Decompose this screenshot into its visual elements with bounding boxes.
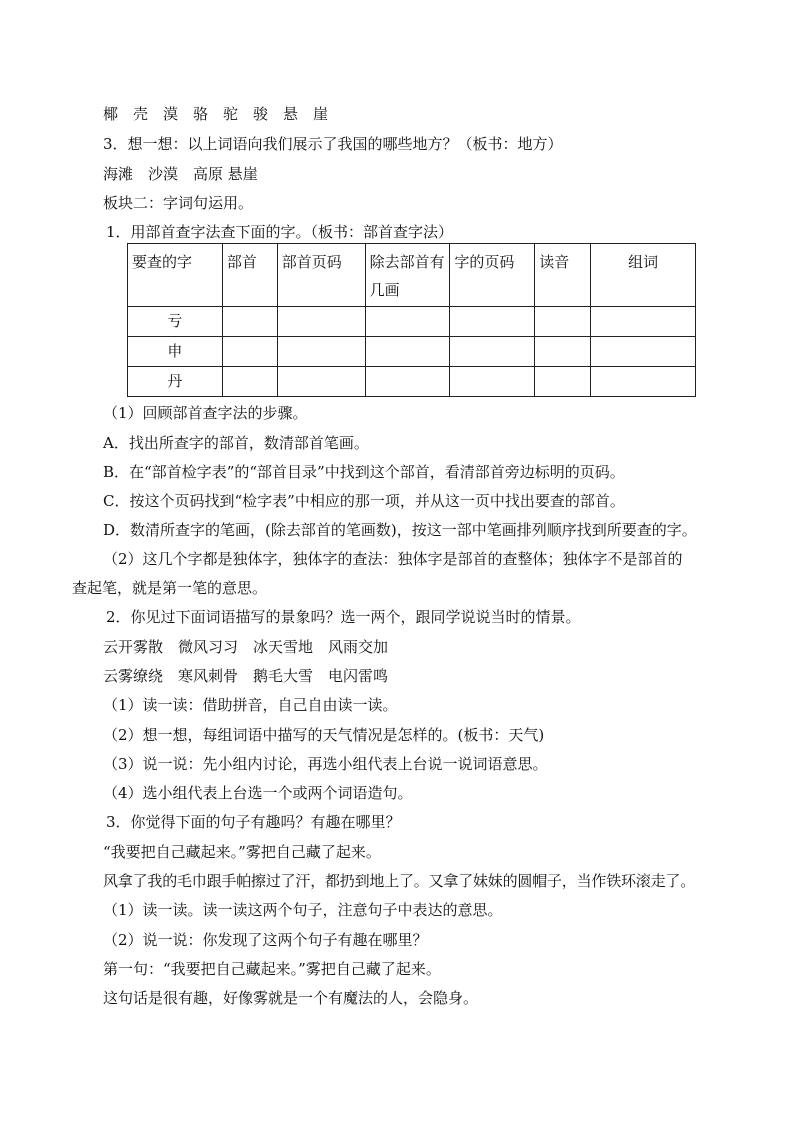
header-word: 组词 [591, 244, 696, 307]
question-think: 3．想一想：以上词语向我们展示了我国的哪些地方？（板书：地方） [103, 135, 563, 153]
table-row [128, 337, 696, 367]
table-cell[interactable] [591, 337, 696, 367]
table-cell[interactable] [535, 367, 591, 397]
table-cell-char: 申 [128, 337, 223, 367]
header-pronunciation: 读音 [535, 244, 591, 307]
step-b: B．在“部首检字表”的“部首目录”中找到这个部首，看清部首旁边标明的页码。 [103, 463, 625, 481]
places-list: 海滩 沙漠 高原 悬崖 [103, 165, 258, 183]
table-cell[interactable] [365, 367, 450, 397]
table-cell[interactable] [222, 367, 277, 397]
table-cell[interactable] [591, 307, 696, 337]
explanation: 这句话是很有趣，好像雾就是一个有魔法的人，会隐身。 [103, 989, 479, 1007]
task-2-heading: 2．你见过下面词语描写的景象吗？选一两个，跟同学说说当时的情景。 [106, 608, 581, 626]
task-3-step-1: （1）读一读。读一读这两个句子，注意句子中表达的意思。 [103, 901, 503, 919]
radical-lookup-table [127, 243, 696, 397]
table-cell[interactable] [222, 307, 277, 337]
table-header-row [128, 244, 696, 307]
header-radical: 部首 [222, 244, 277, 307]
table-row [128, 307, 696, 337]
example-sentence-2: 风拿了我的毛巾跟手帕擦过了汗，都扔到地上了。又拿了妹妹的圆帽子，当作铁环滚走了。 [103, 872, 696, 890]
task-2-step-2: （2）想一想，每组词语中描写的天气情况是怎样的。(板书：天气) [103, 726, 545, 744]
step-c: C．按这个页码找到“检字表”中相应的那一项，并从这一页中找出要查的部首。 [103, 492, 625, 510]
task-1-heading: 1．用部首查字法查下面的字。（板书：部首查字法） [106, 223, 454, 241]
header-radical-page: 部首页码 [277, 244, 365, 307]
task-3-heading: 3．你觉得下面的句子有趣吗？有趣在哪里？ [106, 813, 401, 831]
header-char-page: 字的页码 [450, 244, 535, 307]
table-cell[interactable] [450, 307, 535, 337]
table-cell[interactable] [591, 367, 696, 397]
first-sentence-analysis: 第一句：“我要把自己藏起来。”雾把自己藏了起来。 [103, 960, 441, 978]
table-cell[interactable] [450, 337, 535, 367]
task-2-step-1: （1）读一读：借助拼音，自己自由读一读。 [103, 696, 398, 714]
table-cell[interactable] [277, 307, 365, 337]
header-remaining-strokes: 除去部首有几画 [365, 244, 450, 307]
section-heading: 板块二：字词句运用。 [103, 194, 254, 212]
task-3-step-2: （2）说一说：你发现了这两个句子有趣在哪里？ [103, 931, 428, 949]
table-cell[interactable] [277, 367, 365, 397]
word-row-1: 云开雾散 微风习习 冰天雪地 风雨交加 [103, 638, 389, 656]
table-cell[interactable] [222, 337, 277, 367]
step-a: A．找出所查字的部首，数清部首笔画。 [103, 434, 369, 452]
task-2-step-3: （3）说一说：先小组内讨论，再选小组代表上台说一说词语意思。 [103, 755, 548, 773]
table-cell[interactable] [365, 337, 450, 367]
table-cell-char: 亏 [128, 307, 223, 337]
example-sentence-1: “我要把自己藏起来。”雾把自己藏了起来。 [103, 843, 381, 861]
table-cell[interactable] [277, 337, 365, 367]
word-row-2: 云雾缭绕 寒风刺骨 鹅毛大雪 电闪雷鸣 [103, 667, 389, 685]
note-2-line-1: （2）这几个字都是独体字，独体字的查法：独体字是部首的查整体；独体字不是部首的 [103, 550, 683, 568]
step-d: D．数清所查字的笔画，(除去部首的笔画数)，按这一部中笔画排列顺序找到所要查的字。 [103, 521, 697, 539]
table-cell-char: 丹 [128, 367, 223, 397]
table-row [128, 367, 696, 397]
task-2-step-4: （4）选小组代表上台选一个或两个词语造句。 [103, 784, 413, 802]
table-cell[interactable] [535, 307, 591, 337]
table-cell[interactable] [535, 337, 591, 367]
note-2-line-2: 查起笔，就是第一笔的意思。 [72, 579, 268, 597]
step-review: （1）回顾部首查字法的步骤。 [103, 404, 308, 422]
character-list: 椰 壳 漠 骆 驼 骏 悬 崖 [103, 105, 329, 123]
header-char: 要查的字 [128, 244, 223, 307]
table-cell[interactable] [450, 367, 535, 397]
table-cell[interactable] [365, 307, 450, 337]
